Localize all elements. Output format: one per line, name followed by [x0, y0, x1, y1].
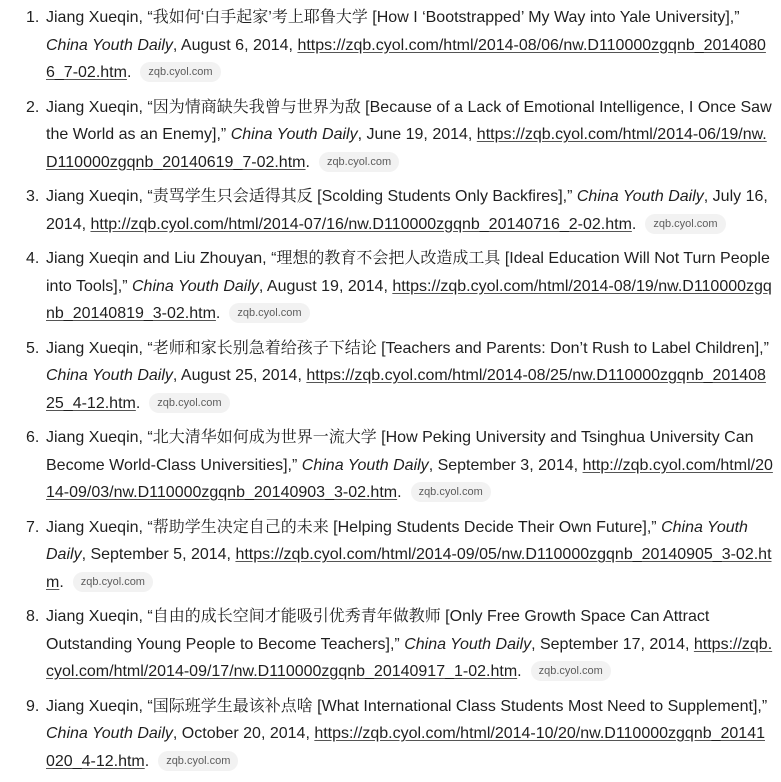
reference-end: . — [517, 663, 522, 680]
reference-date: , September 5, 2014, — [81, 546, 236, 563]
reference-publication: China Youth Daily — [230, 126, 358, 143]
reference-item-3 — [0, 183, 781, 238]
reference-date: , June 19, 2014, — [357, 126, 477, 143]
reference-author: Jiang Xueqin, — [46, 9, 148, 26]
reference-link[interactable]: https://zqb.cyol.com/html/2014-06/19/nw.D110000zgqnb_20140619_7-02.htm — [46, 126, 767, 171]
reference-number: 5. — [26, 339, 40, 357]
reference-number: 8. — [26, 608, 40, 625]
reference-publication: China Youth Daily — [46, 518, 748, 563]
reference-link[interactable]: https://zqb.cyol.com/html/2014-09/05/nw.D110000zgqnb_20140905_3-02.htm — [46, 546, 772, 591]
reference-item-6 — [0, 424, 781, 507]
reference-publication: China Youth Daily — [301, 456, 429, 474]
reference-link[interactable]: https://zqb.cyol.com/html/2014-10/20/nw.D110000zgqnb_20141020_4-12.htm — [46, 725, 765, 770]
reference-date: , September 3, 2014, — [428, 456, 583, 474]
reference-item-9 — [0, 693, 781, 776]
reference-end: . — [126, 64, 132, 81]
reference-title: “我如何‘白手起家’考上耶鲁大学 [How I ‘Bootstrapped’ My Way into Yale University],” — [147, 9, 740, 26]
reference-author: Jiang Xueqin, — [46, 429, 148, 446]
reference-date: , September 17, 2014, — [531, 635, 694, 653]
reference-item-4 — [0, 245, 781, 328]
reference-author: Jiang Xueqin, — [46, 339, 148, 357]
source-chip[interactable]: zqb.cyol.com — [158, 751, 238, 771]
reference-end: . — [135, 394, 141, 412]
reference-end: . — [631, 215, 637, 233]
reference-link[interactable]: https://zqb.cyol.com/html/2014-08/06/nw.D110000zgqnb_20140806_7-02.htm — [46, 36, 766, 81]
reference-author: Jiang Xueqin, — [46, 608, 148, 625]
reference-date: , August 25, 2014, — [172, 367, 307, 384]
reference-date: , July 16, 2014, — [46, 188, 768, 233]
reference-date: , August 6, 2014, — [172, 36, 298, 54]
reference-publication: China Youth Daily — [131, 277, 259, 295]
reference-link[interactable]: https://zqb.cyol.com/html/2014-09/17/nw.D110000zgqnb_20140917_1-02.htm — [46, 635, 773, 680]
reference-title: “责骂学生只会适得其反 [Scolding Students Only Backfires],” — [147, 188, 573, 205]
reference-end: . — [215, 305, 221, 322]
reference-end: . — [144, 752, 150, 770]
source-chip[interactable]: zqb.cyol.com — [531, 661, 611, 681]
reference-author: Jiang Xueqin, — [46, 518, 148, 536]
reference-end: . — [59, 573, 64, 591]
source-chip[interactable]: zqb.cyol.com — [73, 572, 153, 592]
reference-publication: China Youth Daily — [46, 36, 173, 54]
reference-link[interactable]: http://zqb.cyol.com/html/2014-09/03/nw.D110000zgqnb_20140903_3-02.htm — [46, 456, 773, 501]
source-chip[interactable]: zqb.cyol.com — [140, 62, 220, 82]
reference-title: “国际班学生最该补点啥 [What International Class Students Most Need to Supplement],” — [147, 697, 768, 715]
reference-date: , August 19, 2014, — [258, 277, 393, 295]
source-chip[interactable]: zqb.cyol.com — [319, 152, 399, 172]
reference-item-5 — [0, 335, 781, 418]
reference-number: 3. — [26, 188, 40, 205]
reference-item-7 — [0, 514, 781, 597]
reference-number: 7. — [26, 518, 40, 536]
reference-link[interactable]: https://zqb.cyol.com/html/2014-08/19/nw.D110000zgqnb_20140819_3-02.htm — [46, 277, 772, 322]
reference-title: “老师和家长别急着给孩子下结论 [Teachers and Parents: Don’t Rush to Label Children],” — [147, 339, 769, 357]
reference-link[interactable]: https://zqb.cyol.com/html/2014-08/25/nw.D110000zgqnb_20140825_4-12.htm — [46, 367, 766, 412]
reference-end: . — [305, 153, 310, 171]
reference-list — [0, 4, 781, 782]
source-chip[interactable]: zqb.cyol.com — [645, 214, 725, 234]
reference-date: , October 20, 2014, — [172, 725, 315, 742]
reference-number: 1. — [26, 9, 40, 26]
reference-link[interactable]: http://zqb.cyol.com/html/2014-07/16/nw.D110000zgqnb_20140716_2-02.htm — [90, 215, 632, 233]
reference-number: 9. — [26, 697, 40, 715]
reference-author: Jiang Xueqin, — [46, 98, 148, 116]
reference-title: “理想的教育不会把人改造成工具 [Ideal Education Will Not Turn People into Tools],” — [46, 250, 770, 295]
reference-item-8 — [0, 603, 781, 686]
reference-number: 4. — [26, 250, 40, 267]
reference-author: Jiang Xueqin and Liu Zhouyan, — [46, 250, 272, 267]
reference-publication: China Youth Daily — [576, 188, 704, 205]
reference-publication: China Youth Daily — [46, 725, 173, 742]
reference-item-2 — [0, 94, 781, 177]
reference-number: 2. — [26, 98, 40, 116]
reference-title: “自由的成长空间才能吸引优秀青年做教师 [Only Free Growth Space Can Attract Outstanding Young People to Become Teachers],” — [46, 608, 710, 653]
source-chip[interactable]: zqb.cyol.com — [149, 393, 229, 413]
reference-item-1 — [0, 4, 781, 87]
reference-title: “帮助学生决定自己的未来 [Helping Students Decide Their Own Future],” — [147, 518, 657, 536]
source-chip[interactable]: zqb.cyol.com — [229, 303, 309, 323]
reference-author: Jiang Xueqin, — [46, 188, 148, 205]
reference-author: Jiang Xueqin, — [46, 697, 148, 715]
reference-end: . — [397, 484, 402, 501]
reference-number: 6. — [26, 429, 40, 446]
reference-publication: China Youth Daily — [404, 635, 532, 653]
reference-title: “北大清华如何成为世界一流大学 [How Peking University and Tsinghua University Can Become World-Class Universities],” — [46, 429, 754, 474]
reference-publication: China Youth Daily — [46, 367, 173, 384]
source-chip[interactable]: zqb.cyol.com — [411, 482, 491, 502]
reference-title: “因为情商缺失我曾与世界为敌 [Because of a Lack of Emotional Intelligence, I Once Saw the World as an Enemy],” — [46, 98, 772, 143]
